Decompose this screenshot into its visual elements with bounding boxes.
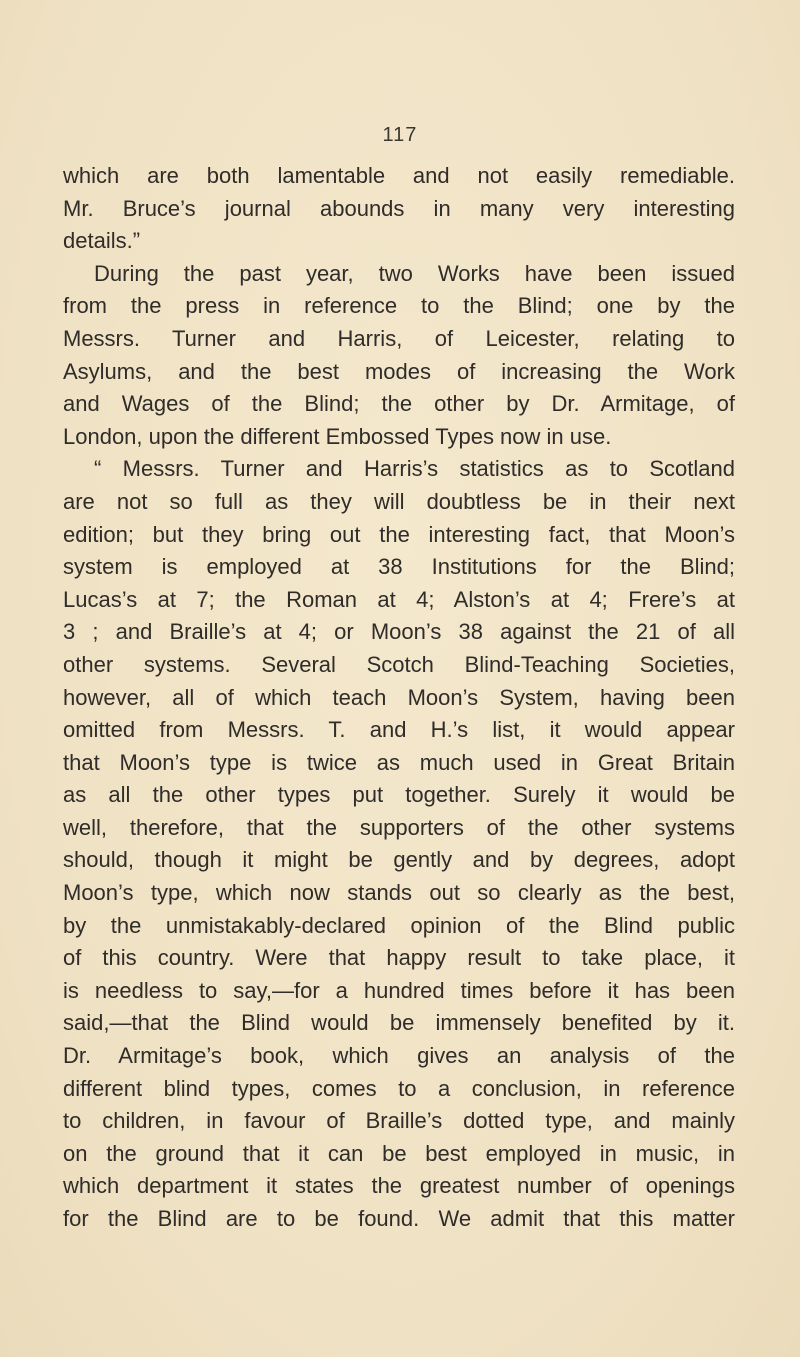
text-line: which are both lamentable and not easily remediable. — [63, 163, 735, 188]
text-line: 3 ; and Braille’s at 4; or Moon’s 38 against the 21 of all — [63, 619, 735, 645]
text-line: Messrs. Turner and Harris, of Leicester, relating to — [63, 325, 735, 351]
text-line: to children, in favour of Braille’s dotted type, and mainly — [63, 1108, 735, 1134]
text-line: as all the other types put together. Surely it would be — [63, 782, 735, 808]
text-line: is needless to say,—for a hundred times before it has been — [63, 977, 735, 1003]
text-line: on the ground that it can be best employed in music, in — [63, 1140, 735, 1166]
text-line: by the unmistakably-declared opinion of the Blind public — [63, 912, 735, 938]
body-text — [63, 160, 735, 1236]
text-line: details.” — [63, 228, 141, 254]
text-line: well, therefore, that the supporters of the other systems — [63, 814, 735, 840]
text-line: for the Blind are to be found. We admit that this matter — [63, 1206, 735, 1231]
text-line: and Wages of the Blind; the other by Dr. Armitage, of — [63, 391, 735, 417]
text-line: Lucas’s at 7; the Roman at 4; Alston’s at 4; Frere’s at — [63, 586, 735, 612]
text-line: which department it states the greatest number of openings — [63, 1173, 735, 1199]
text-line: Moon’s type, which now stands out so clearly as the best, — [63, 880, 735, 906]
text-line: said,—that the Blind would be immensely benefited by it. — [63, 1010, 735, 1036]
text-line: During the past year, two Works have been issued — [94, 260, 735, 286]
text-line: however, all of which teach Moon’s System, having been — [63, 684, 735, 710]
text-line: “ Messrs. Turner and Harris’s statistics as to Scotland — [94, 456, 735, 482]
text-line: from the press in reference to the Blind; one by the — [63, 293, 735, 319]
text-line: Mr. Bruce’s journal abounds in many very interesting — [63, 195, 735, 221]
text-line: system is employed at 38 Institutions for the Blind; — [63, 554, 735, 580]
text-line: other systems. Several Scotch Blind-Teaching Societies, — [63, 651, 735, 677]
text-line: of this country. Were that happy result to take place, it — [63, 945, 735, 971]
text-line: London, upon the different Embossed Types now in use. — [63, 423, 612, 449]
text-line: different blind types, comes to a conclusion, in reference — [63, 1075, 735, 1101]
text-line: edition; but they bring out the interesting fact, that Moon’s — [63, 521, 735, 547]
text-line: should, though it might be gently and by degrees, adopt — [63, 847, 735, 873]
text-line: omitted from Messrs. T. and H.’s list, it would appear — [63, 717, 735, 743]
page-number: 117 — [382, 124, 418, 146]
text-line: Asylums, and the best modes of increasing the Work — [63, 358, 735, 384]
text-line: that Moon’s type is twice as much used in Great Britain — [63, 749, 735, 775]
text-line: Dr. Armitage’s book, which gives an analysis of the — [63, 1043, 735, 1069]
text-line: are not so full as they will doubtless be in their next — [63, 488, 735, 514]
